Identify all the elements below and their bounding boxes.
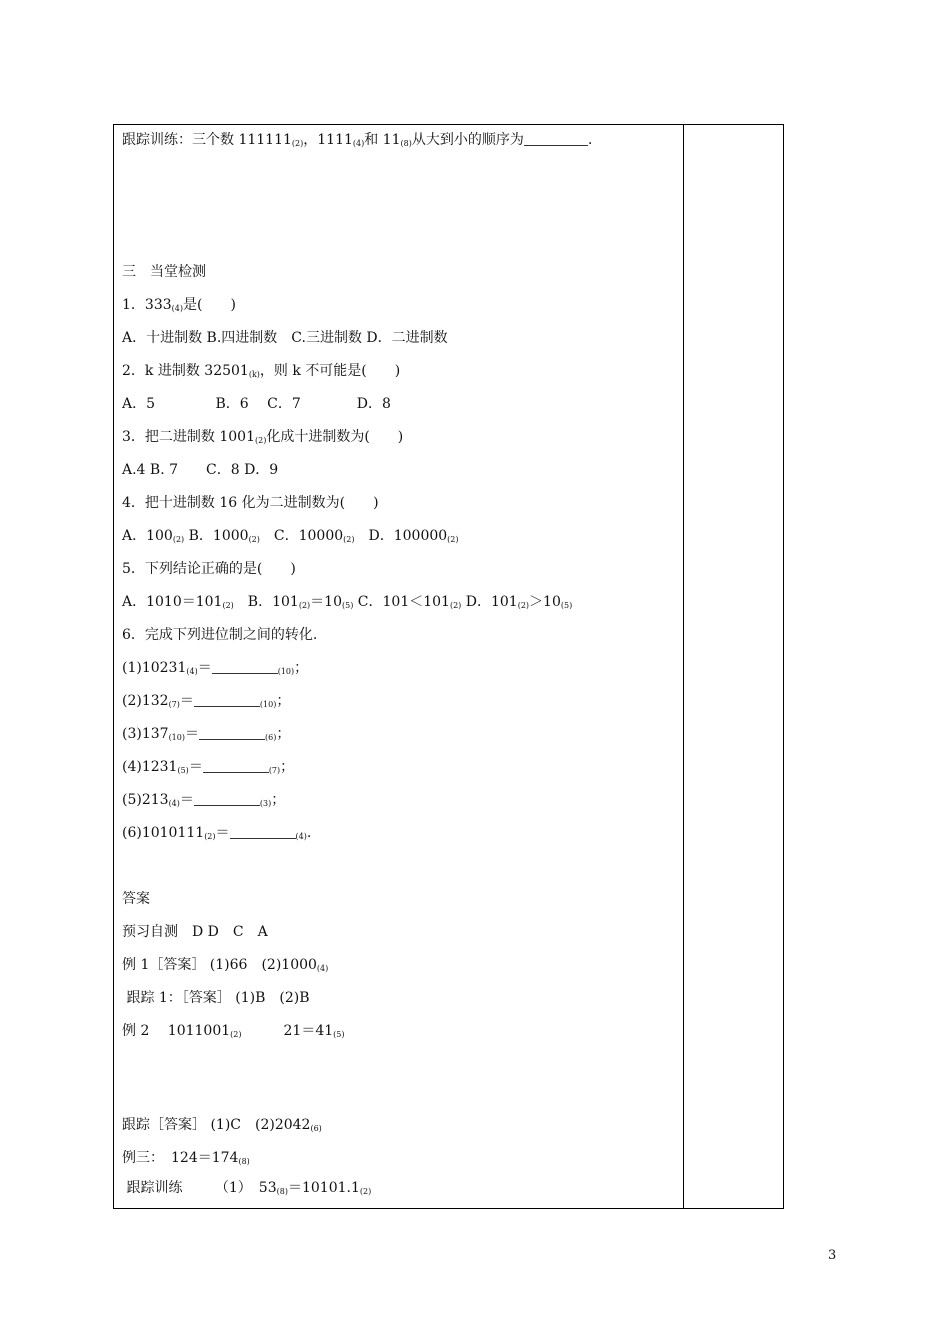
answer-blank	[199, 727, 265, 740]
question-1: 1．$333_{(4)}$是( )	[122, 297, 236, 313]
question-4-options: A．$100_{(2)}$ B．$1000_{(2)}$ C．$10000_{(2)}$ D．$100000_{(2)}$	[122, 528, 459, 544]
answer-line: 跟踪 1：［答案］ (1)B (2)B	[122, 990, 310, 1006]
answers-title: 答案	[122, 891, 150, 907]
answer-blank	[524, 133, 588, 146]
question-3: 3．把二进制数 $1001_{(2)}$化成十进制数为( )	[122, 429, 404, 445]
question-4: 4．把十进制数 16 化为二进制数为( )	[122, 495, 379, 511]
conversion-item: $(3)137_{(10)}= _{(6)}$；	[122, 726, 291, 742]
conversion-item: $(5)213_{(4)}= _{(3)}$；	[122, 792, 286, 808]
question-2-options: A．5 B．6 C．7 D．8	[122, 396, 391, 412]
answer-blank	[203, 760, 269, 773]
question-3-options: A.4 B. 7 C．8 D．9	[122, 462, 279, 478]
answer-blank	[212, 661, 278, 674]
question-1-options: A．十进制数 B.四进制数 C.三进制数 D．二进制数	[122, 330, 448, 346]
answer-blank	[230, 826, 296, 839]
conversion-item: $(4)1231_{(5)}= _{(7)}$；	[122, 759, 295, 775]
column-divider	[683, 124, 684, 1209]
answer-blank	[194, 793, 260, 806]
question-6: 6．完成下列进位制之间的转化.	[122, 627, 318, 643]
answer-line: 例三： $124=174_{(8)}$	[122, 1150, 250, 1166]
answer-line: 例 2 $1011001_{(2)}$ $21=41_{(5)}$	[122, 1023, 345, 1039]
page-number: 3	[828, 1248, 837, 1263]
conversion-item: $(2)132_{(7)}= _{(10)}$；	[122, 693, 291, 709]
answer-line: 跟踪［答案］ (1)C $(2)2042_{(6)}$	[122, 1117, 322, 1133]
answer-blank	[194, 694, 260, 707]
answer-line: 预习自测 D D C A	[122, 924, 268, 940]
question-5: 5．下列结论正确的是( )	[122, 561, 296, 577]
conversion-item: $(6)1010111_{(2)}= _{(4)}$.	[122, 825, 312, 841]
answer-line: 跟踪训练 （1） $53_{(8)}=10101.1_{(2)}$	[122, 1180, 372, 1196]
question-2: 2．k 进制数 $32501_{(k)}$，则 k 不可能是( )	[122, 363, 401, 379]
question-5-options: A．$1010=101_{(2)}$ B．$101_{(2)}=10_{(5)}$ C．$101<101_{(2)}$ D．$101_{(2)}>10_{(5)}$	[122, 594, 573, 610]
section-title: 三 当堂检测	[122, 264, 206, 280]
answer-line: 例 1［答案］ (1)66 $(2)1000_{(4)}$	[122, 957, 329, 973]
tracking-exercise: 跟踪训练：三个数 $111111_{(2)}$，$1111_{(4)}$和 $11_{(8)}$从大到小的顺序为 .	[122, 132, 593, 148]
conversion-item: $(1)10231_{(4)}= _{(10)}$；	[122, 660, 309, 676]
